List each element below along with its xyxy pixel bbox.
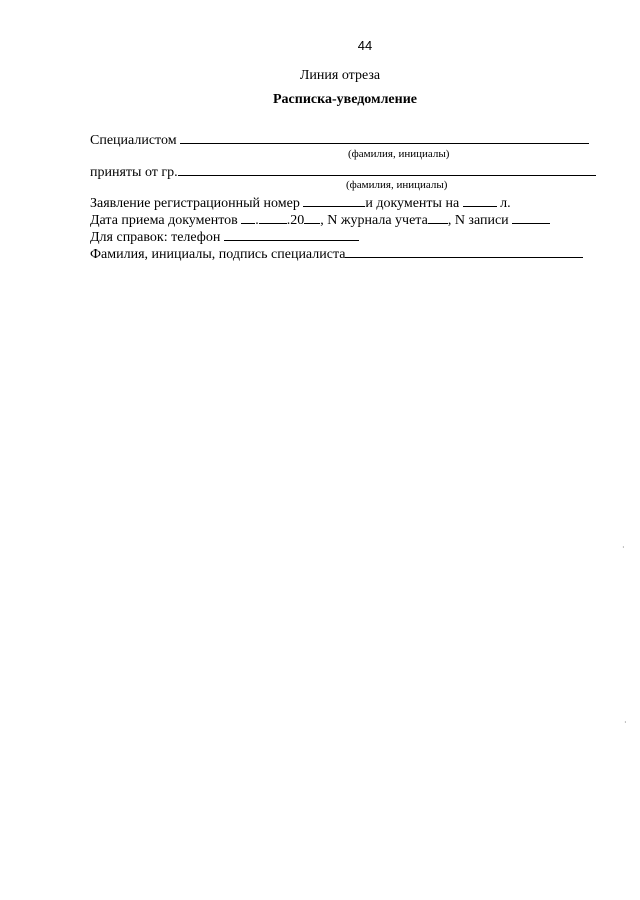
received-label: приняты от гр. — [90, 165, 178, 180]
date-line — [90, 211, 550, 229]
scan-mark: · — [622, 543, 625, 552]
date-dot: . — [255, 213, 259, 228]
specialist-name-hint: (фамилия, инициалы) — [348, 148, 450, 160]
specialist-label: Специалистом — [90, 133, 177, 148]
year-field — [304, 211, 320, 224]
record-label: , N записи — [447, 213, 509, 228]
journal-number-field — [428, 211, 448, 224]
year-prefix: .20 — [286, 213, 305, 228]
journal-label: , N журнала учета — [320, 213, 428, 228]
statement-label: Заявление регистрационный номер — [90, 196, 300, 211]
document-title: Расписка-уведомление — [273, 92, 417, 107]
page-number: 44 — [357, 38, 373, 53]
registration-number-field — [303, 194, 365, 207]
phone-label: Для справок: телефон — [90, 230, 221, 245]
signature-label: Фамилия, инициалы, подпись специалиста — [90, 247, 346, 262]
date-label: Дата приема документов — [90, 213, 238, 228]
phone-field — [224, 228, 359, 241]
record-number-field — [512, 211, 550, 224]
signature-line — [90, 245, 583, 263]
day-field — [241, 211, 255, 224]
scan-mark: · — [624, 718, 627, 727]
specialist-line — [90, 131, 589, 149]
month-field — [259, 211, 287, 224]
specialist-name-field — [180, 131, 589, 144]
cut-line-label: Линия отреза — [299, 68, 381, 83]
phone-line — [90, 228, 359, 246]
applicant-name-hint: (фамилия, инициалы) — [346, 179, 448, 191]
signature-field — [345, 245, 583, 258]
pages-count-field — [463, 194, 497, 207]
received-line — [90, 163, 596, 181]
documents-label: и документы на — [365, 196, 460, 211]
statement-line — [90, 194, 511, 212]
applicant-name-field — [178, 163, 596, 176]
pages-unit-label: л. — [500, 196, 511, 211]
